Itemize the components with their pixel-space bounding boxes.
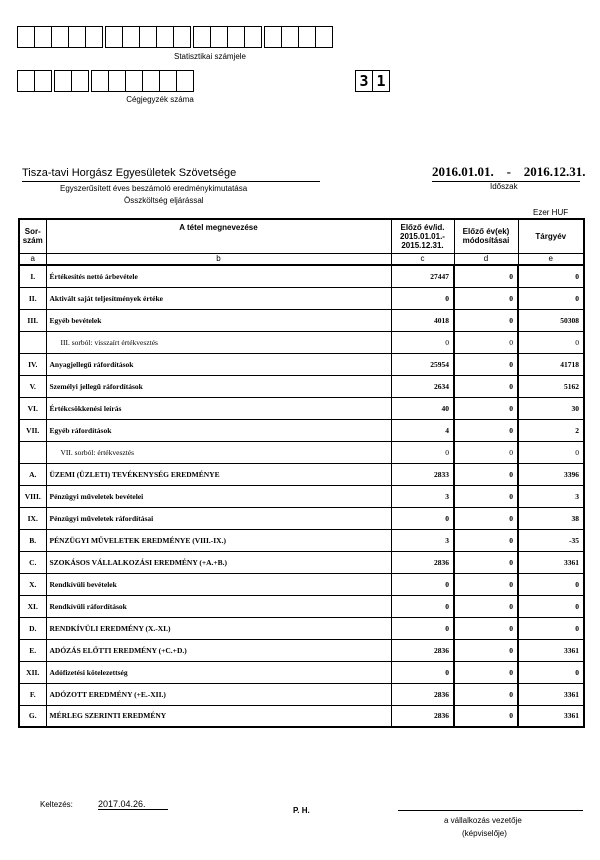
- row-modifications: 0: [454, 661, 518, 683]
- row-current-year: 3361: [518, 551, 584, 573]
- row-previous-year: 2836: [391, 639, 454, 661]
- signer-sublabel: (képviselője): [462, 829, 507, 838]
- row-name: Adófizetési kötelezettség: [46, 661, 391, 683]
- row-modifications: 0: [454, 397, 518, 419]
- row-previous-year: 0: [391, 661, 454, 683]
- row-name: Rendkívüli ráfordítások: [46, 595, 391, 617]
- statistical-number-label: Statisztikai számjele: [173, 52, 247, 61]
- row-number: [19, 441, 46, 463]
- row-previous-year: 27447: [391, 265, 454, 287]
- organization-name: Tisza-tavi Horgász Egyesületek Szövetsége: [22, 167, 320, 182]
- row-current-year: 0: [518, 441, 584, 463]
- row-name: RENDKÍVÜLI EREDMÉNY (X.-XI.): [46, 617, 391, 639]
- table-row: [19, 661, 584, 683]
- registry-digit: 1: [372, 70, 390, 92]
- income-statement-table: [18, 218, 585, 728]
- column-letter: b: [46, 253, 391, 265]
- row-current-year: 0: [518, 331, 584, 353]
- row-name: Egyéb bevételek: [46, 309, 391, 331]
- row-current-year: 5162: [518, 375, 584, 397]
- row-current-year: 0: [518, 661, 584, 683]
- table-row: [19, 463, 584, 485]
- row-number: V.: [19, 375, 46, 397]
- row-number: B.: [19, 529, 46, 551]
- period-end: 2016.12.31.: [523, 164, 586, 179]
- row-name: ADÓZOTT EREDMÉNY (+E.-XII.): [46, 683, 391, 705]
- row-current-year: 3: [518, 485, 584, 507]
- row-modifications: 0: [454, 419, 518, 441]
- table-row: [19, 705, 584, 727]
- row-name: MÉRLEG SZERINTI EREDMÉNY: [46, 705, 391, 727]
- row-current-year: 0: [518, 617, 584, 639]
- row-number: X.: [19, 573, 46, 595]
- row-modifications: 0: [454, 617, 518, 639]
- signer-label: a vállalkozás vezetője: [444, 816, 522, 825]
- row-current-year: 30: [518, 397, 584, 419]
- row-previous-year: 2836: [391, 551, 454, 573]
- row-current-year: 0: [518, 573, 584, 595]
- row-current-year: 3361: [518, 683, 584, 705]
- row-modifications: 0: [454, 353, 518, 375]
- column-letter: e: [518, 253, 584, 265]
- table-row: [19, 309, 584, 331]
- row-modifications: 0: [454, 705, 518, 727]
- column-letter: a: [19, 253, 46, 265]
- row-number: VII.: [19, 419, 46, 441]
- table-row: [19, 353, 584, 375]
- row-modifications: 0: [454, 573, 518, 595]
- row-number: F.: [19, 683, 46, 705]
- row-current-year: 3361: [518, 639, 584, 661]
- table-row: [19, 419, 584, 441]
- table-row: [19, 551, 584, 573]
- row-modifications: 0: [454, 331, 518, 353]
- row-number: C.: [19, 551, 46, 573]
- row-current-year: 2: [518, 419, 584, 441]
- date-value: 2017.04.26.: [98, 799, 168, 810]
- unit-label: Ezer HUF: [533, 208, 569, 217]
- row-name: ÜZEMI (ÜZLETI) TEVÉKENYSÉG EREDMÉNYE: [46, 463, 391, 485]
- row-name: Egyéb ráfordítások: [46, 419, 391, 441]
- row-previous-year: 40: [391, 397, 454, 419]
- row-modifications: 0: [454, 287, 518, 309]
- row-previous-year: 0: [391, 441, 454, 463]
- row-current-year: 0: [518, 287, 584, 309]
- row-modifications: 0: [454, 529, 518, 551]
- row-number: II.: [19, 287, 46, 309]
- row-modifications: 0: [454, 595, 518, 617]
- row-current-year: 41718: [518, 353, 584, 375]
- table-row: [19, 507, 584, 529]
- row-previous-year: 2836: [391, 705, 454, 727]
- row-number: XI.: [19, 595, 46, 617]
- row-modifications: 0: [454, 639, 518, 661]
- row-name: PÉNZÜGYI MŰVELETEK EREDMÉNYE (VIII.-IX.): [46, 529, 391, 551]
- registry-number-boxes: [17, 70, 193, 92]
- statistical-number-boxes: [17, 26, 332, 48]
- registry-number-label: Cégjegyzék száma: [126, 95, 194, 104]
- row-name: SZOKÁSOS VÁLLALKOZÁSI EREDMÉNY (+A.+B.): [46, 551, 391, 573]
- row-current-year: 0: [518, 595, 584, 617]
- table-row: [19, 595, 584, 617]
- row-number: G.: [19, 705, 46, 727]
- row-current-year: 38: [518, 507, 584, 529]
- row-previous-year: 0: [391, 331, 454, 353]
- row-previous-year: 3: [391, 529, 454, 551]
- period-separator: -: [506, 164, 511, 179]
- registry-prefix-boxes: [355, 70, 389, 92]
- row-previous-year: 0: [391, 507, 454, 529]
- row-previous-year: 0: [391, 617, 454, 639]
- row-name: Aktivált saját teljesítmények értéke: [46, 287, 391, 309]
- stamp-label: P. H.: [293, 806, 310, 815]
- row-current-year: 0: [518, 265, 584, 287]
- table-row: [19, 287, 584, 309]
- table-row: [19, 639, 584, 661]
- table-row: [19, 331, 584, 353]
- column-letter: d: [454, 253, 518, 265]
- period-start: 2016.01.01.: [432, 164, 494, 179]
- row-modifications: 0: [454, 309, 518, 331]
- row-current-year: -35: [518, 529, 584, 551]
- row-number: D.: [19, 617, 46, 639]
- row-previous-year: 4: [391, 419, 454, 441]
- row-previous-year: 3: [391, 485, 454, 507]
- row-previous-year: 2836: [391, 683, 454, 705]
- row-modifications: 0: [454, 463, 518, 485]
- header-previous-year: Előző év/id. 2015.01.01.- 2015.12.31.: [391, 219, 454, 253]
- row-name: Anyagjellegű ráfordítások: [46, 353, 391, 375]
- report-title: Egyszerűsített éves beszámoló eredménykimutatása: [60, 184, 248, 193]
- row-name: Rendkívüli bevételek: [46, 573, 391, 595]
- row-previous-year: 0: [391, 595, 454, 617]
- row-name: Értékcsökkenési leírás: [46, 397, 391, 419]
- table-row: [19, 441, 584, 463]
- row-name: Pénzügyi műveletek ráfordításai: [46, 507, 391, 529]
- row-modifications: 0: [454, 507, 518, 529]
- table-row: [19, 529, 584, 551]
- header-name: A tétel megnevezése: [46, 219, 391, 253]
- table-row: [19, 617, 584, 639]
- row-current-year: 3361: [518, 705, 584, 727]
- header-modifications: Előző év(ek) módosításai: [454, 219, 518, 253]
- header-current-year: Tárgyév: [518, 219, 584, 253]
- row-name: Értékesítés nettó árbevétele: [46, 265, 391, 287]
- table-row: [19, 397, 584, 419]
- row-previous-year: 0: [391, 287, 454, 309]
- row-number: VI.: [19, 397, 46, 419]
- registry-digit: 3: [355, 70, 373, 92]
- table-row: [19, 683, 584, 705]
- row-number: I.: [19, 265, 46, 287]
- row-modifications: 0: [454, 485, 518, 507]
- row-number: XII.: [19, 661, 46, 683]
- row-number: A.: [19, 463, 46, 485]
- row-name: ADÓZÁS ELŐTTI EREDMÉNY (+C.+D.): [46, 639, 391, 661]
- date-label: Keltezés:: [40, 800, 73, 809]
- row-previous-year: 2634: [391, 375, 454, 397]
- row-number: VIII.: [19, 485, 46, 507]
- row-name: III. sorból: visszaírt értékvesztés: [46, 331, 391, 353]
- signature-line: [398, 810, 583, 811]
- row-previous-year: 25954: [391, 353, 454, 375]
- row-modifications: 0: [454, 683, 518, 705]
- row-previous-year: 4018: [391, 309, 454, 331]
- row-current-year: 50308: [518, 309, 584, 331]
- period-label: Időszak: [490, 182, 518, 191]
- row-number: III.: [19, 309, 46, 331]
- row-modifications: 0: [454, 375, 518, 397]
- table-row: [19, 573, 584, 595]
- header-sorszam: Sor- szám: [19, 219, 46, 253]
- table-row: [19, 485, 584, 507]
- row-name: Személyi jellegű ráfordítások: [46, 375, 391, 397]
- report-period: [432, 164, 586, 182]
- table-row: [19, 265, 584, 287]
- row-number: IX.: [19, 507, 46, 529]
- row-name: VII. sorból: értékvesztés: [46, 441, 391, 463]
- row-previous-year: 0: [391, 573, 454, 595]
- row-number: IV.: [19, 353, 46, 375]
- row-name: Pénzügyi műveletek bevételei: [46, 485, 391, 507]
- row-modifications: 0: [454, 441, 518, 463]
- row-current-year: 3396: [518, 463, 584, 485]
- row-previous-year: 2833: [391, 463, 454, 485]
- row-modifications: 0: [454, 551, 518, 573]
- report-subtitle: Összköltség eljárással: [124, 196, 204, 205]
- row-modifications: 0: [454, 265, 518, 287]
- row-number: E.: [19, 639, 46, 661]
- column-letter: c: [391, 253, 454, 265]
- row-number: [19, 331, 46, 353]
- table-row: [19, 375, 584, 397]
